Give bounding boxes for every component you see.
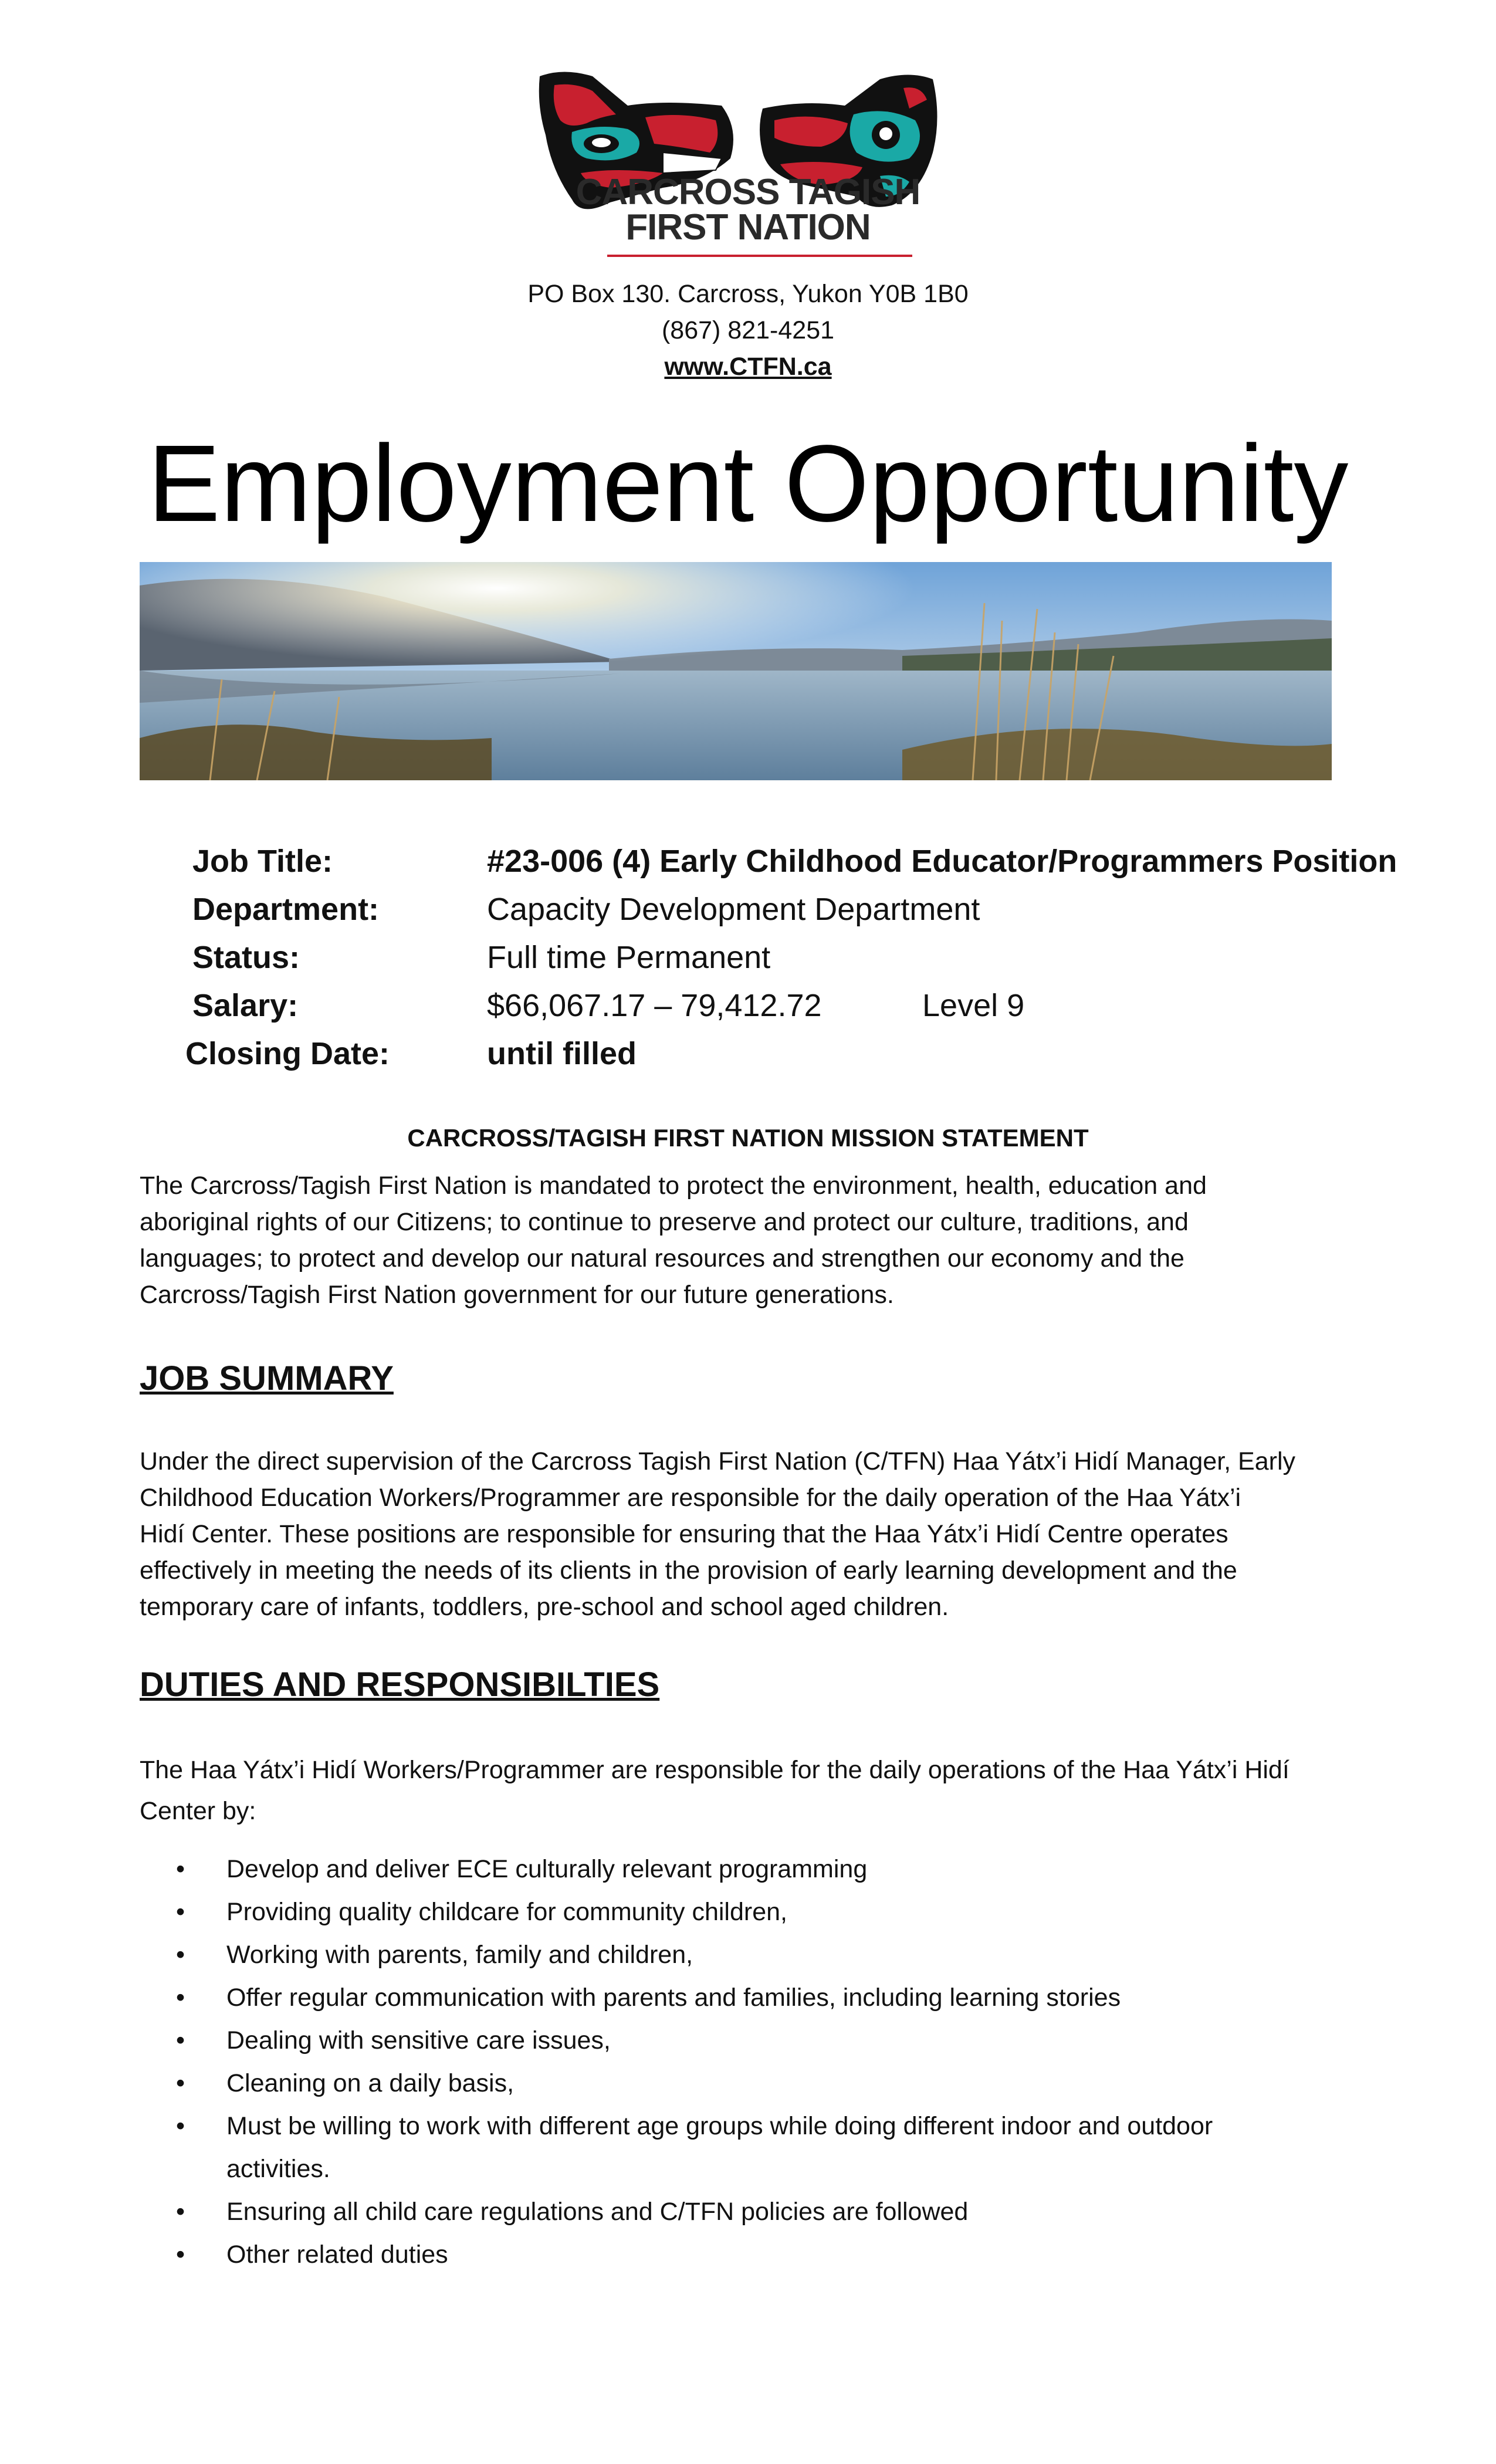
status-label: Status:: [192, 940, 300, 975]
bullet-icon: •: [176, 1855, 185, 1883]
summary-line: Under the direct supervision of the Carcross Tagish First Nation (C/TFN) Haa Yátx’i Hidí Manager, Early: [140, 1447, 1296, 1475]
mission-heading: CARCROSS/TAGISH FIRST NATION MISSION STATEMENT: [407, 1124, 1089, 1152]
bullet-icon: •: [176, 2198, 185, 2226]
bullet-icon: •: [176, 2240, 185, 2269]
bullet-icon: •: [176, 2026, 185, 2055]
bullet-icon: •: [176, 2112, 185, 2140]
department-label: Department:: [192, 892, 380, 927]
mission-line: The Carcross/Tagish First Nation is mandated to protect the environment, health, education and: [140, 1172, 1207, 1200]
summary-line: temporary care of infants, toddlers, pre-school and school aged children.: [140, 1593, 949, 1621]
duties-intro-line: Center by:: [140, 1797, 256, 1825]
lake-banner-image: [140, 562, 1332, 780]
mission-line: languages; to protect and develop our natural resources and strengthen our economy and the: [140, 1244, 1184, 1272]
closing-date-row: [0, 1030, 1496, 1077]
status-value: Full time Permanent: [487, 940, 771, 975]
bullet-icon: •: [176, 2069, 185, 2097]
closing-date-value: until filled: [487, 1036, 637, 1071]
department-value: Capacity Development Department: [487, 892, 980, 927]
job-title-row: [0, 838, 1496, 885]
job-title-label: Job Title:: [192, 844, 333, 879]
org-name-line2: FIRST NATION: [625, 207, 871, 248]
summary-line: Childhood Education Workers/Programmer are responsible for the daily operation of the Haa Yátx’i: [140, 1484, 1241, 1512]
duty-item: • Working with parents, family and children,: [140, 1934, 1372, 1976]
salary-value: $66,067.17 – 79,412.72: [487, 988, 822, 1023]
address: PO Box 130. Carcross, Yukon Y0B 1B0: [527, 280, 969, 308]
duty-item: • Must be willing to work with different age groups while doing different indoor and outdoor: [140, 2105, 1372, 2148]
duties-intro-line: The Haa Yátx’i Hidí Workers/Programmer are responsible for the daily operations of the Haa Yátx’i Hidí: [140, 1756, 1289, 1784]
logo-divider: [607, 255, 912, 257]
bullet-icon: •: [176, 1984, 185, 2012]
job-title-value: #23-006 (4) Early Childhood Educator/Programmers Position: [487, 844, 1397, 879]
website-link[interactable]: www.CTFN.ca: [664, 353, 832, 381]
department-row: [0, 886, 1496, 933]
org-name-line1: CARCROSS TAGISH: [576, 172, 920, 212]
phone: (867) 821-4251: [661, 316, 835, 344]
mission-line: Carcross/Tagish First Nation government for our future generations.: [140, 1281, 894, 1309]
salary-row: [0, 982, 1496, 1029]
duty-item-continuation: activities.: [226, 2155, 330, 2183]
duty-item: • Other related duties: [140, 2233, 1372, 2276]
duty-item: • Cleaning on a daily basis,: [140, 2062, 1372, 2105]
duty-item: • Dealing with sensitive care issues,: [140, 2019, 1372, 2062]
duty-item: • Providing quality childcare for community children,: [140, 1891, 1372, 1934]
mission-line: aboriginal rights of our Citizens; to continue to preserve and protect our culture, traditions, and: [140, 1208, 1189, 1236]
summary-line: effectively in meeting the needs of its clients in the provision of early learning development and the: [140, 1556, 1237, 1585]
duties-list: [140, 1848, 1372, 2276]
job-summary-heading: JOB SUMMARY: [140, 1359, 394, 1397]
duty-item: • Ensuring all child care regulations and C/TFN policies are followed: [140, 2191, 1372, 2233]
duty-item: • Develop and deliver ECE culturally relevant programming: [140, 1848, 1372, 1891]
duty-item: • Offer regular communication with parents and families, including learning stories: [140, 1976, 1372, 2019]
duties-heading: DUTIES AND RESPONSIBILTIES: [140, 1666, 660, 1704]
salary-level: Level 9: [922, 988, 1025, 1023]
salary-label: Salary:: [192, 988, 299, 1023]
status-row: [0, 934, 1496, 981]
summary-line: Hidí Center. These positions are responsible for ensuring that the Haa Yátx’i Hidí Centre operates: [140, 1520, 1228, 1548]
closing-date-label: Closing Date:: [185, 1036, 390, 1071]
bullet-icon: •: [176, 1941, 185, 1969]
bullet-icon: •: [176, 1898, 185, 1926]
page-title: Employment Opportunity: [147, 423, 1349, 544]
